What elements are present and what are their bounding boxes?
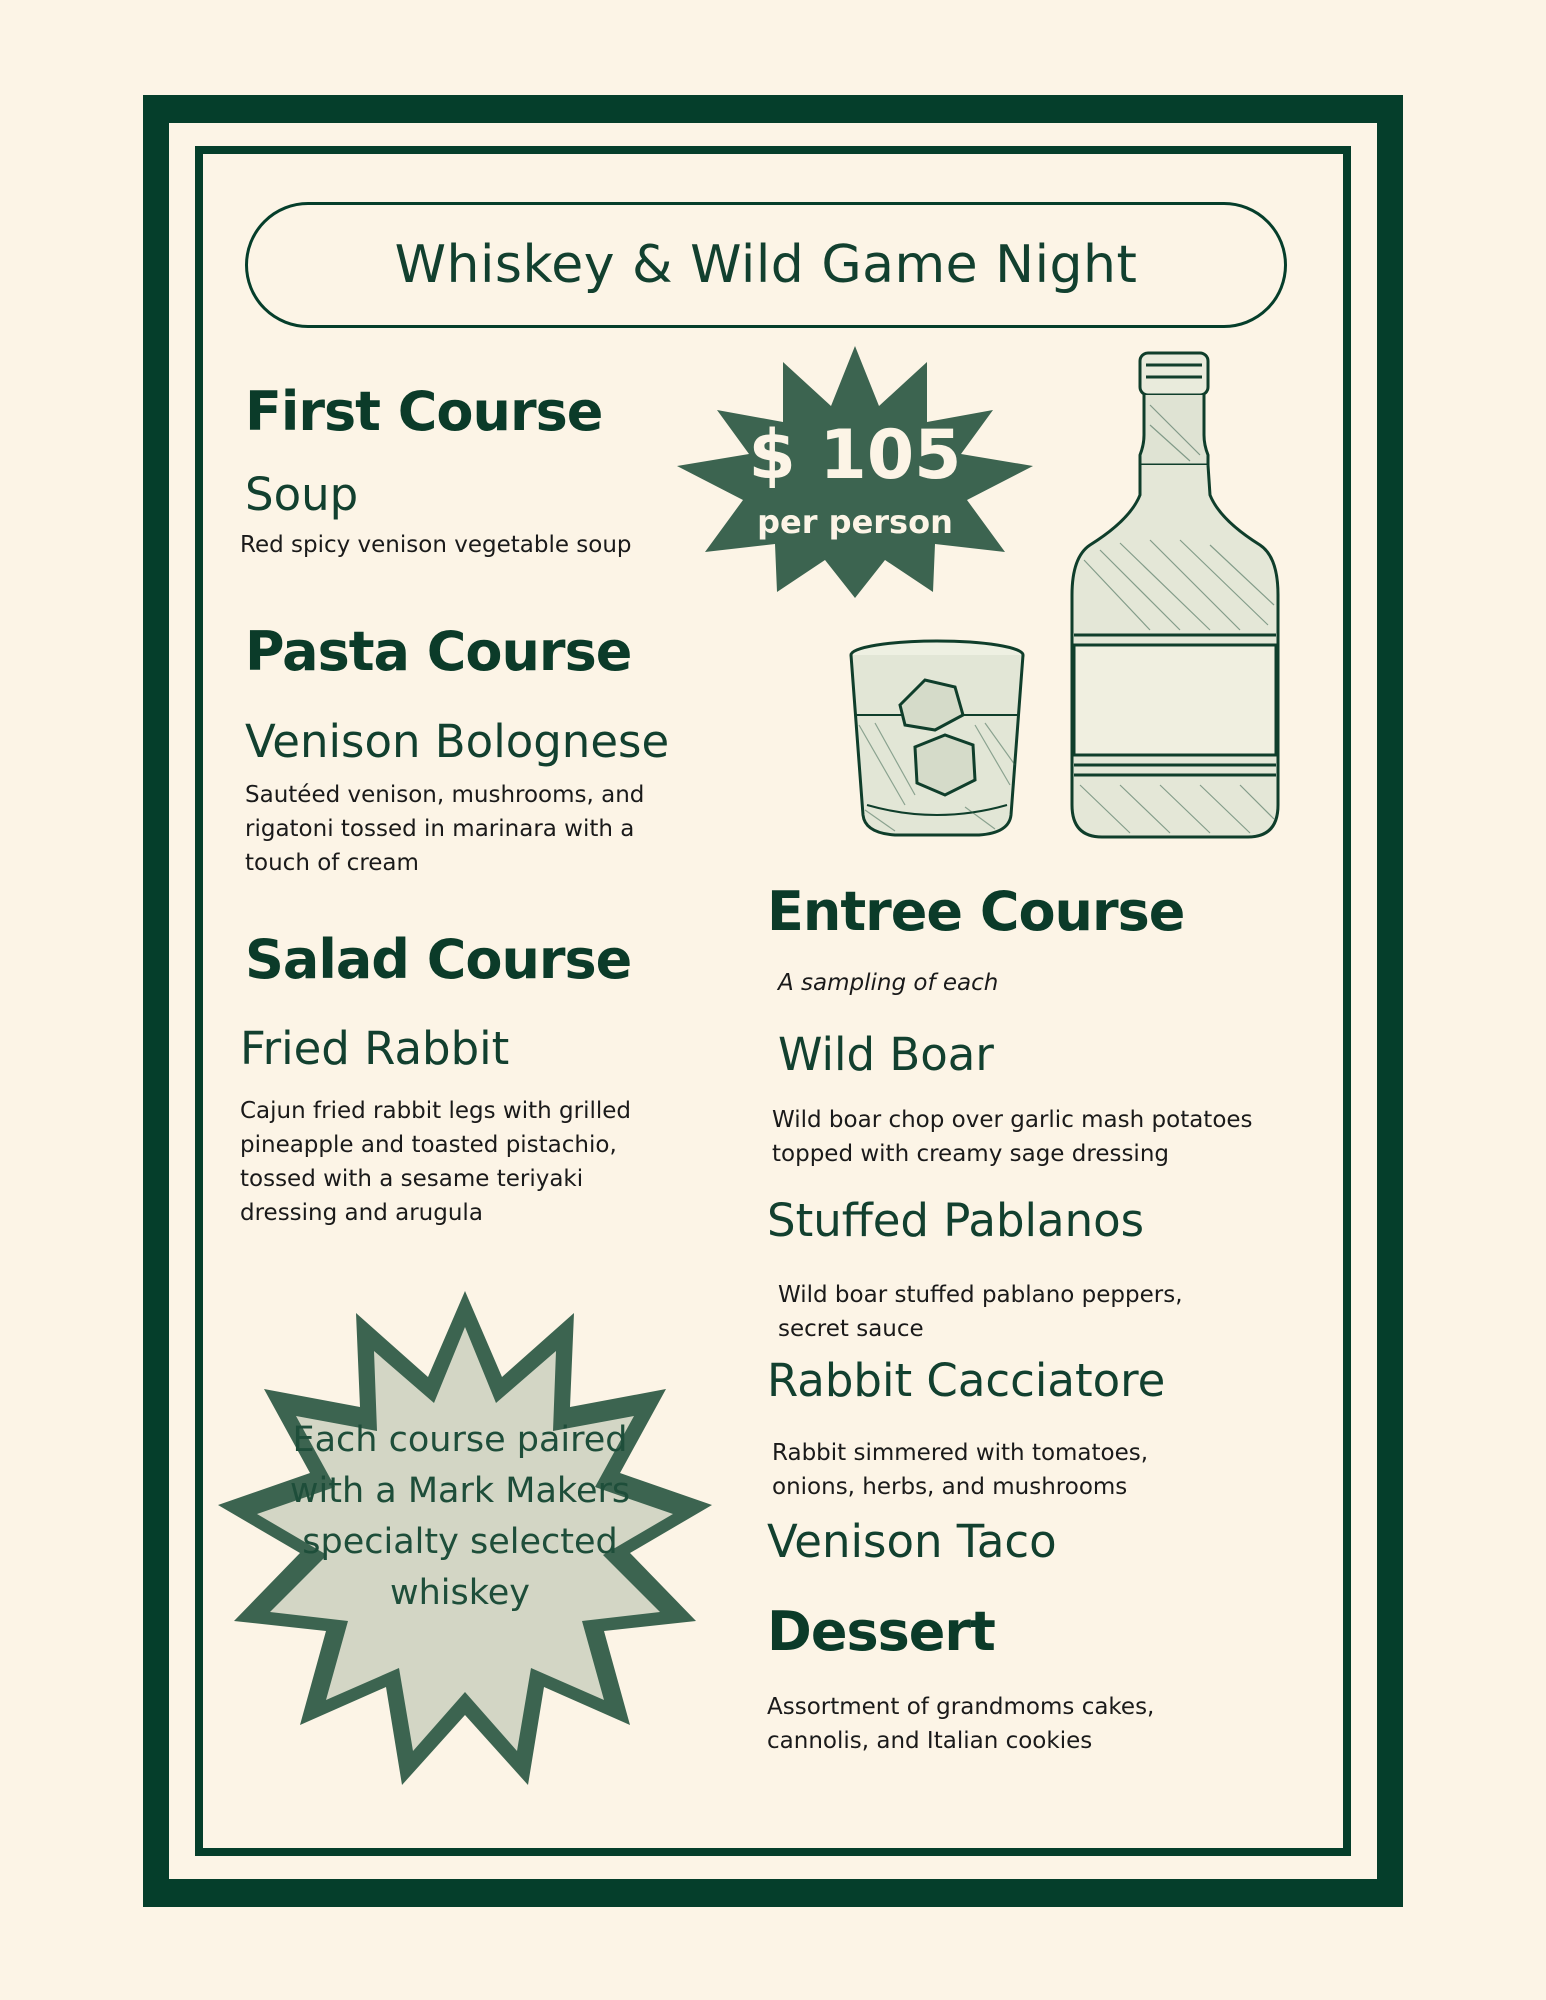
entree-dish-description: Wild boar stuffed pablano peppers, secret sauce — [778, 1282, 1183, 1342]
pairing-note: Each course paired with a Mark Makers specialty selected whiskey — [289, 1420, 631, 1613]
entree-dish-name: Venison Taco — [767, 1515, 1057, 1568]
pasta-course-dish: Venison Bolognese — [245, 715, 670, 768]
entree-dish-name: Stuffed Pablanos — [767, 1194, 1145, 1247]
price-badge — [665, 340, 1045, 600]
pasta-course-heading: Pasta Course — [245, 620, 632, 683]
whiskey-bottle-icon — [1060, 345, 1290, 850]
first-course-description: Red spicy venison vegetable soup — [240, 532, 632, 558]
entree-course-note: A sampling of each — [778, 970, 999, 996]
salad-course-description: Cajun fried rabbit legs with grilled pineapple and toasted pistachio, tossed with a sesame teriyaki dressing and arugula — [240, 1098, 631, 1226]
salad-course-dish: Fried Rabbit — [240, 1022, 510, 1075]
whiskey-glass-icon — [845, 635, 1030, 840]
dessert-description: Assortment of grandmoms cakes, cannolis, and Italian cookies — [767, 1694, 1155, 1754]
first-course-dish: Soup — [245, 468, 359, 521]
first-course-heading: First Course — [245, 380, 603, 443]
dessert-heading: Dessert — [767, 1600, 995, 1663]
menu-title: Whiskey & Wild Game Night — [245, 202, 1287, 328]
entree-dish-description: Wild boar chop over garlic mash potatoes topped with creamy sage dressing — [772, 1107, 1253, 1167]
entree-dish-description: Rabbit simmered with tomatoes, onions, herbs, and mushrooms — [772, 1440, 1149, 1500]
price-value: $ 105 — [748, 416, 962, 495]
salad-course-heading: Salad Course — [245, 928, 632, 991]
price-unit: per person — [757, 503, 953, 541]
pasta-course-description: Sautéed venison, mushrooms, and rigatoni tossed in marinara with a touch of cream — [245, 782, 645, 876]
entree-course-heading: Entree Course — [767, 880, 1185, 943]
entree-dish-name: Rabbit Cacciatore — [767, 1354, 1166, 1407]
entree-dish-name: Wild Boar — [778, 1028, 994, 1081]
